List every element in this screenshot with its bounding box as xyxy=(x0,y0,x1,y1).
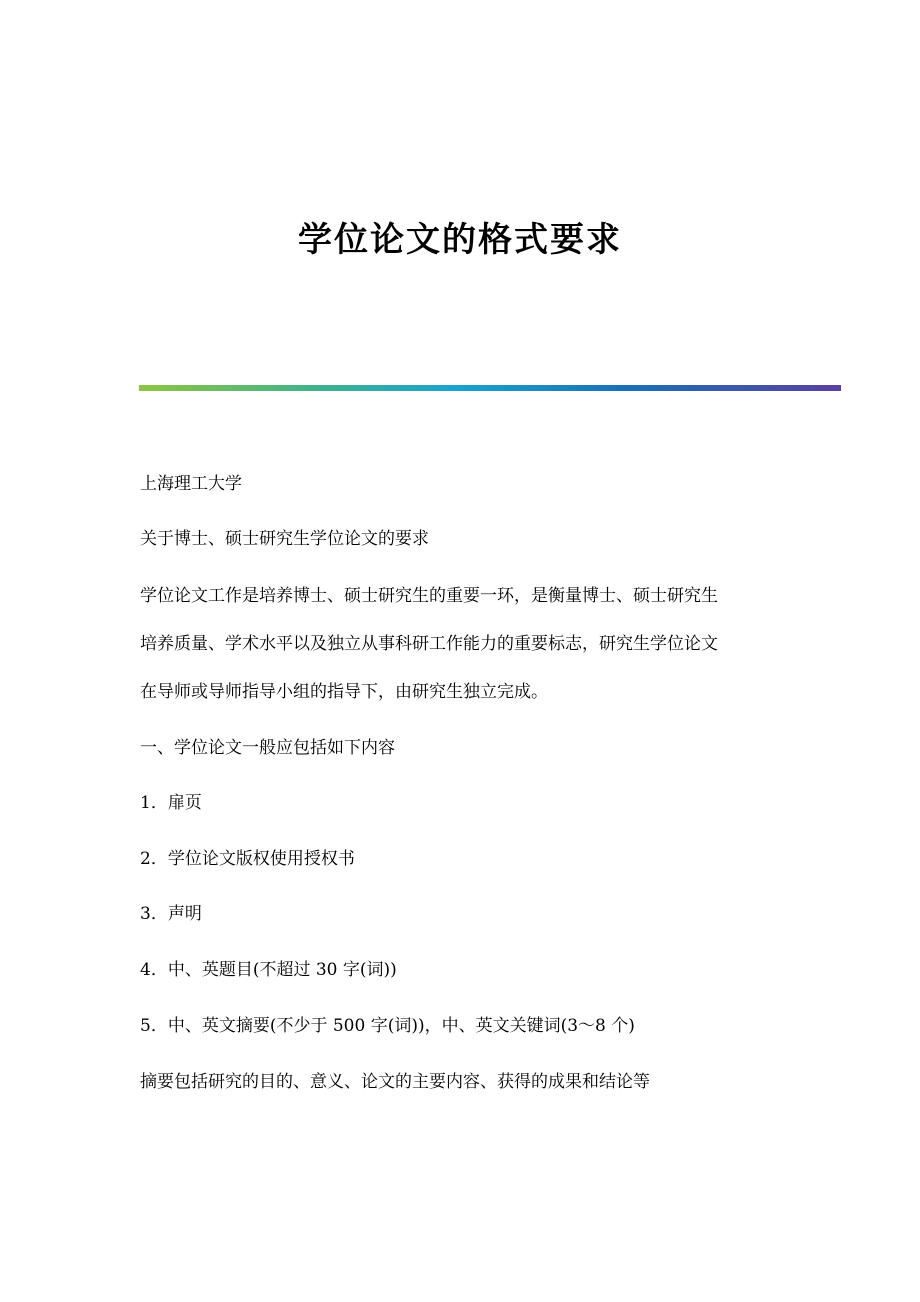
intro-paragraph xyxy=(140,572,780,716)
list-item: 3．声明 xyxy=(140,904,202,924)
page-title: 学位论文的格式要求 xyxy=(298,220,622,260)
section-heading: 一、学位论文一般应包括如下内容 xyxy=(140,738,395,758)
intro-line: 学位论文工作是培养博士、硕士研究生的重要一环，是衡量博士、硕士研究生 xyxy=(140,586,718,606)
document-subtitle: 关于博士、硕士研究生学位论文的要求 xyxy=(140,529,429,549)
list-item: 2．学位论文版权使用授权书 xyxy=(140,849,355,869)
list-item: 1．扉页 xyxy=(140,793,202,813)
intro-line: 在导师或导师指导小组的指导下，由研究生独立完成。 xyxy=(140,682,548,702)
institution-name: 上海理工大学 xyxy=(140,474,242,494)
list-item: 4．中、英题目(不超过 30 字(词)) xyxy=(140,960,397,980)
list-item: 5．中、英文摘要(不少于 500 字(词))，中、英文关键词(3～8 个) xyxy=(140,1016,635,1036)
intro-line: 培养质量、学术水平以及独立从事科研工作能力的重要标志，研究生学位论文 xyxy=(140,634,718,654)
title-divider xyxy=(139,385,841,391)
abstract-note: 摘要包括研究的目的、意义、论文的主要内容、获得的成果和结论等 xyxy=(140,1072,650,1092)
